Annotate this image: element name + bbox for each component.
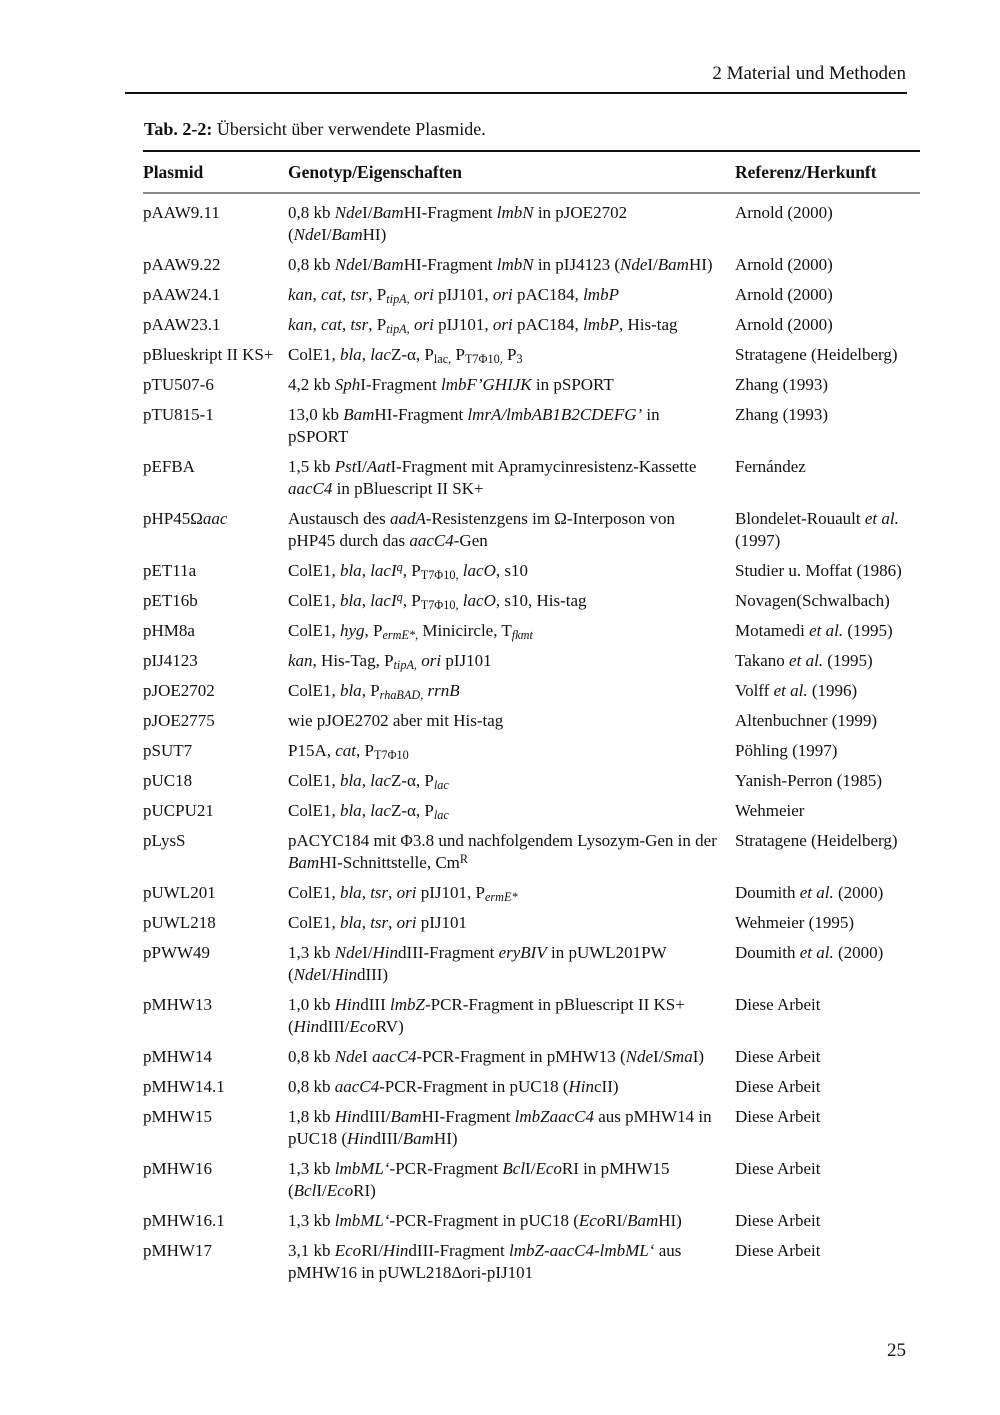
table-row [143, 1206, 920, 1236]
table-row [143, 736, 920, 766]
reference-cell: Arnold (2000) [735, 255, 833, 274]
genotype-cell: 1,3 kb NdeI/HindIII-Fragment eryBIV in pUWL201PW (NdeI/HindIII) [288, 943, 667, 984]
reference-cell: Diese Arbeit [735, 1047, 821, 1066]
reference-cell: Studier u. Moffat (1986) [735, 561, 902, 580]
reference-cell: Zhang (1993) [735, 405, 829, 424]
reference-cell: Wehmeier (1995) [735, 913, 854, 932]
reference-cell: Arnold (2000) [735, 315, 833, 334]
plasmid-cell: pUWL218 [143, 913, 216, 932]
genotype-cell: ColE1, bla, $P_{rhaBAD,}$ rrnB [288, 681, 460, 703]
table-row [143, 616, 920, 646]
table-row [143, 452, 920, 504]
plasmid-cell: pAAW23.1 [143, 315, 221, 334]
genotype-cell: 3,1 kb EcoRI/HindIII-Fragment lmbZ-aacC4-lmbML‘ aus pMHW16 in pUWL218Δori-pIJ101 [288, 1241, 682, 1282]
genotype-cell: ColE1, bla, lacI$^q$, $P_{T7\Phi 10,}$ lacO, s10 [288, 559, 528, 583]
genotype-cell: pACYC184 mit Φ3.8 und nachfolgendem Lysozym-Gen in der BamHI-Schnittstelle, $Cm^R$ [288, 831, 717, 872]
plasmid-table [143, 150, 920, 1288]
column-header-reference: Referenz/Herkunft [735, 151, 920, 193]
reference-cell: Stratagene (Heidelberg) [735, 831, 898, 850]
genotype-cell: 1,0 kb HindIII lmbZ-PCR-Fragment in pBluescript II KS+ (HindIII/EcoRV) [288, 995, 685, 1036]
plasmid-cell: pHP45Ωaac [143, 509, 228, 528]
plasmid-cell: pMHW15 [143, 1107, 212, 1126]
plasmid-cell: pMHW16.1 [143, 1211, 225, 1230]
genotype-cell: ColE1, bla, tsr, ori pIJ101, $P_{ermE*}$ [288, 883, 518, 905]
column-header-genotype: Genotyp/Eigenschaften [288, 151, 735, 193]
table-header-row [143, 151, 920, 193]
plasmid-cell: pMHW17 [143, 1241, 212, 1260]
genotype-cell: kan, cat, tsr, $P_{tipA,}$ ori pIJ101, ori pAC184, lmbP, His-tag [288, 315, 678, 337]
table-row [143, 1154, 920, 1206]
reference-cell: Fernández [735, 457, 806, 476]
plasmid-cell: pMHW16 [143, 1159, 212, 1178]
plasmid-cell: pET11a [143, 561, 197, 580]
table-row [143, 646, 920, 676]
table-row [143, 504, 920, 556]
reference-cell: Blondelet-Rouault et al. (1997) [735, 509, 899, 550]
table-row [143, 1236, 920, 1288]
plasmid-cell: pTU815-1 [143, 405, 214, 424]
plasmid-cell: pMHW14.1 [143, 1077, 225, 1096]
reference-cell: Doumith et al. (2000) [735, 943, 884, 962]
reference-cell: Diese Arbeit [735, 1107, 821, 1126]
table-row [143, 796, 920, 826]
genotype-cell: 1,3 kb lmbML‘-PCR-Fragment BclI/EcoRI in pMHW15 (BclI/EcoRI) [288, 1159, 670, 1200]
plasmid-cell: pAAW24.1 [143, 285, 221, 304]
plasmid-cell: pBlueskript II KS+ [143, 345, 274, 364]
plasmid-cell: pET16b [143, 591, 198, 610]
reference-cell: Volff et al. (1996) [735, 681, 858, 700]
running-header: 2 Material und Methoden [712, 63, 906, 84]
genotype-cell: kan, His-Tag, $P_{tipA,}$ ori pIJ101 [288, 651, 492, 673]
plasmid-cell: pUWL201 [143, 883, 216, 902]
reference-cell: Diese Arbeit [735, 1241, 821, 1260]
plasmid-cell: pTU507-6 [143, 375, 214, 394]
genotype-cell: ColE1, bla, tsr, ori pIJ101 [288, 913, 468, 932]
table-row [143, 1072, 920, 1102]
table-row [143, 990, 920, 1042]
genotype-cell: 4,2 kb SphI-Fragment lmbF’GHIJK in pSPORT [288, 375, 614, 394]
reference-cell: Diese Arbeit [735, 1211, 821, 1230]
table-row [143, 340, 920, 370]
caption-label: Tab. 2-2: [144, 119, 213, 139]
reference-cell: Stratagene (Heidelberg) [735, 345, 898, 364]
reference-cell: Wehmeier [735, 801, 805, 820]
reference-cell: Arnold (2000) [735, 203, 833, 222]
genotype-cell: 1,8 kb HindIII/BamHI-Fragment lmbZaacC4 aus pMHW14 in pUC18 (HindIII/BamHI) [288, 1107, 712, 1148]
reference-cell: Pöhling (1997) [735, 741, 838, 760]
reference-cell: Doumith et al. (2000) [735, 883, 884, 902]
plasmid-cell: pMHW13 [143, 995, 212, 1014]
table-container [143, 150, 920, 1288]
reference-cell: Novagen(Schwalbach) [735, 591, 890, 610]
genotype-cell: 0,8 kb NdeI aacC4-PCR-Fragment in pMHW13 (NdeI/SmaI) [288, 1047, 705, 1066]
plasmid-cell: pLysS [143, 831, 186, 850]
table-row [143, 826, 920, 878]
genotype-cell: ColE1, bla, lacZ-α, $P_{lac,}$ $P_{T7\Phi 10,}$ $P_3$ [288, 345, 523, 367]
table-row [143, 556, 920, 586]
reference-cell: Diese Arbeit [735, 1077, 821, 1096]
reference-cell: Altenbuchner (1999) [735, 711, 878, 730]
genotype-cell: wie pJOE2702 aber mit His-tag [288, 711, 504, 730]
plasmid-cell: pAAW9.22 [143, 255, 221, 274]
plasmid-cell: pJOE2775 [143, 711, 215, 730]
genotype-cell: P15A, cat, $P_{T7\Phi 10}$ [288, 741, 409, 763]
reference-cell: Diese Arbeit [735, 995, 821, 1014]
table-row [143, 938, 920, 990]
plasmid-cell: pPWW49 [143, 943, 211, 962]
plasmid-cell: pIJ4123 [143, 651, 198, 670]
genotype-cell: ColE1, bla, lacZ-α, $P_{lac}$ [288, 771, 449, 793]
genotype-cell: Austausch des aadA-Resistenzgens im Ω-Interposon von pHP45 durch das aacC4-Gen [288, 509, 676, 550]
table-row [143, 766, 920, 796]
table-row [143, 706, 920, 736]
table-row [143, 370, 920, 400]
genotype-cell: kan, cat, tsr, $P_{tipA,}$ ori pIJ101, ori pAC184, lmbP [288, 285, 619, 307]
reference-cell: Zhang (1993) [735, 375, 829, 394]
table-row [143, 400, 920, 452]
header-rule [125, 92, 907, 94]
reference-cell: Takano et al. (1995) [735, 651, 873, 670]
table-row [143, 280, 920, 310]
reference-cell: Yanish-Perron (1985) [735, 771, 883, 790]
genotype-cell: ColE1, bla, lacI$^q$, $P_{T7\Phi 10,}$ lacO, s10, His-tag [288, 589, 587, 613]
plasmid-cell: pJOE2702 [143, 681, 215, 700]
genotype-cell: 0,8 kb NdeI/BamHI-Fragment lmbN in pJOE2702 (NdeI/BamHI) [288, 203, 628, 244]
table-row [143, 908, 920, 938]
table-row [143, 1102, 920, 1154]
genotype-cell: 1,3 kb lmbML‘-PCR-Fragment in pUC18 (EcoRI/BamHI) [288, 1211, 682, 1230]
table-row [143, 586, 920, 616]
table-caption [144, 117, 486, 141]
plasmid-cell: pMHW14 [143, 1047, 212, 1066]
caption-text: Übersicht über verwendete Plasmide. [212, 119, 486, 139]
page-number: 25 [887, 1340, 906, 1361]
plasmid-table-body [143, 193, 920, 1288]
table-row [143, 1042, 920, 1072]
plasmid-cell: pUC18 [143, 771, 193, 790]
genotype-cell: 1,5 kb PstI/AatI-Fragment mit Apramycinresistenz-Kassette aacC4 in pBluescript II SK+ [288, 457, 697, 498]
genotype-cell: 13,0 kb BamHI-Fragment lmrA/lmbAB1B2CDEFG’ in pSPORT [288, 405, 660, 446]
plasmid-cell: pEFBA [143, 457, 195, 476]
genotype-cell: ColE1, bla, lacZ-α, $P_{lac}$ [288, 801, 449, 823]
table-row [143, 676, 920, 706]
genotype-cell: ColE1, hyg, $P_{ermE*,}$ Minicircle, $T_{fkmt}$ [288, 621, 533, 643]
plasmid-cell: pHM8a [143, 621, 195, 640]
table-row [143, 250, 920, 280]
plasmid-cell: pSUT7 [143, 741, 193, 760]
reference-cell: Diese Arbeit [735, 1159, 821, 1178]
table-row [143, 193, 920, 250]
genotype-cell: 0,8 kb aacC4-PCR-Fragment in pUC18 (HincII) [288, 1077, 619, 1096]
table-row [143, 310, 920, 340]
column-header-plasmid: Plasmid [143, 151, 288, 193]
reference-cell: Arnold (2000) [735, 285, 833, 304]
genotype-cell: 0,8 kb NdeI/BamHI-Fragment lmbN in pIJ4123 (NdeI/BamHI) [288, 255, 713, 274]
reference-cell: Motamedi et al. (1995) [735, 621, 893, 640]
table-row [143, 878, 920, 908]
plasmid-cell: pUCPU21 [143, 801, 214, 820]
plasmid-cell: pAAW9.11 [143, 203, 220, 222]
